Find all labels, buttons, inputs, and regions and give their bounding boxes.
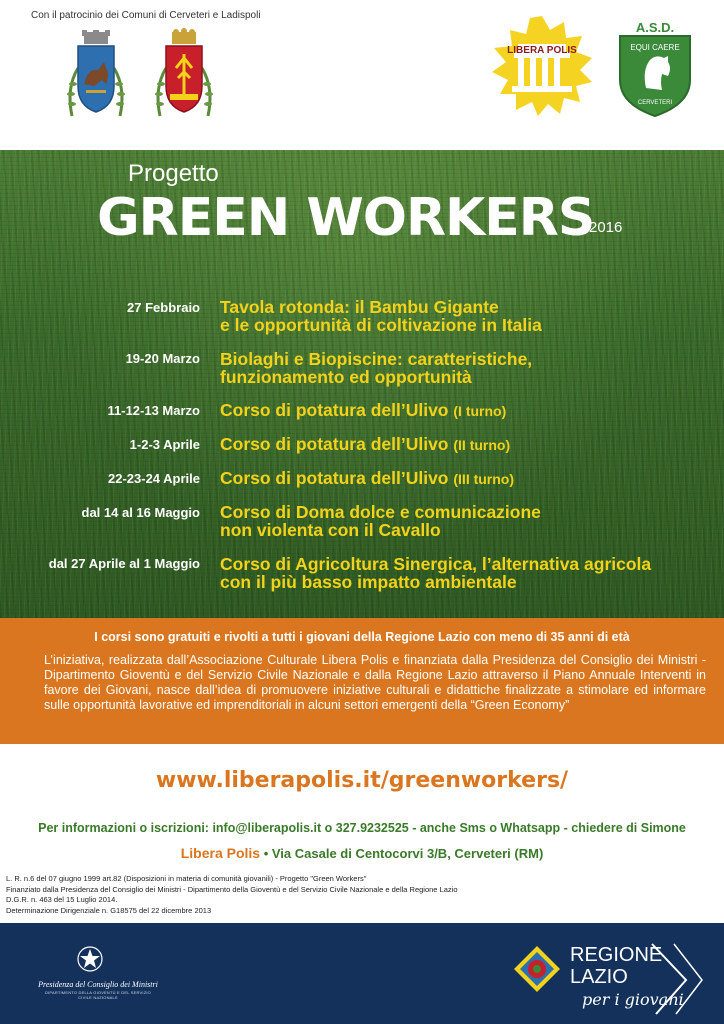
info-body: L’iniziativa, realizzata dall’Associazione Culturale Libera Polis e finanziata dalla Presidenza del Consiglio dei Ministri - Dipartimento Gioventù e del Servizio Civile Nazionale e dalla Regione Lazio attraverso il Piano Annuale Interventi in favore dei Giovani, nasce dall’idea di promuovere iniziative culturali e didattiche finalizzate a stimolare ed informare sulle opportunità lavorative ed imprenditoriali in alcuni settori emergenti della “Green Economy” [44, 653, 706, 712]
contact-info: Per informazioni o iscrizioni: info@liberapolis.it o 327.9232525 - anche Sms o Whatsapp - chiedere di Simone [38, 821, 686, 835]
legal-line: D.G.R. n. 463 del 15 Luglio 2014. [6, 895, 118, 904]
pcm-department: DIPARTIMENTO DELLA GIOVENTÙ E DEL SERVIZIO CIVILE NAZIONALE [45, 990, 151, 1000]
regione-label: REGIONE [570, 944, 663, 966]
event-title-line: Biolaghi e Biopiscine: caratteristiche, [220, 349, 533, 369]
per-i-giovani-label: per i giovani [582, 990, 684, 1009]
event-title [220, 469, 720, 488]
title-year: 2016 [589, 219, 623, 236]
event-title [220, 555, 720, 591]
event-title-line: e le opportunità di coltivazione in Italia [220, 315, 542, 335]
event-title-line: Tavola rotonda: il Bambu Gigante [220, 297, 499, 317]
equi-caere-text: EQUI CAERE [630, 43, 680, 52]
legal-line: L. R. n.6 del 07 giugno 1999 art.82 (Disposizioni in materia di comunità giovanili) - Progetto "Green Workers" [6, 874, 367, 883]
cerveteri-crest-icon [64, 28, 128, 124]
event-title-line: non violenta con il Cavallo [220, 520, 441, 540]
event-date: 22-23-24 Aprile [107, 471, 200, 486]
event-date: 1-2-3 Aprile [129, 437, 200, 452]
event-turno: (II turno) [453, 437, 511, 453]
info-headline: I corsi sono gratuiti e rivolti a tutti i giovani della Regione Lazio con meno di 35 anni di età [94, 630, 630, 644]
legal-line: Finanziato dalla Presidenza del Consiglio dei Ministri - Dipartimento della Gioventù e del Servizio Civile Nazionale e della Regione Lazio [6, 884, 458, 894]
pcm-label: Presidenza del Consiglio dei Ministri [38, 980, 158, 989]
address-text: • Via Casale di Centocorvi 3/B, Cerveteri (RM) [263, 846, 544, 861]
patronage-text: Con il patrocinio dei Comuni di Cerveteri e Ladispoli [31, 10, 261, 21]
event-title-line: Corso di Agricoltura Sinergica, l’alternativa agricola [220, 554, 652, 574]
lazio-label: LAZIO [570, 966, 628, 988]
event-title [220, 350, 720, 386]
italian-republic-emblem-icon [76, 944, 104, 974]
event-title [220, 503, 720, 539]
regione-lazio-emblem-icon [512, 944, 562, 994]
event-date: dal 14 al 16 Maggio [81, 505, 200, 520]
legal-line: Determinazione Dirigenziale n. G18575 del 22 dicembre 2013 [6, 905, 212, 915]
pretitle: Progetto [128, 160, 219, 187]
event-title [220, 435, 720, 454]
event-turno: (III turno) [453, 471, 515, 487]
event-date: dal 27 Aprile al 1 Maggio [48, 556, 200, 571]
event-title-line: Corso di potatura dell’Ulivo [220, 468, 449, 488]
event-date: 11-12-13 Marzo [107, 403, 200, 418]
event-title-line: Corso di Doma dolce e comunicazione [220, 502, 541, 522]
address-line [0, 845, 724, 861]
event-title-line: Corso di potatura dell’Ulivo [220, 434, 449, 454]
event-date: 19-20 Marzo [125, 351, 200, 366]
ladispoli-crest-icon [152, 28, 216, 124]
event-title-line: con il più basso impatto ambientale [220, 572, 517, 592]
libera-polis-logo-text: LIBERA POLIS [507, 45, 577, 56]
website-link[interactable]: www.liberapolis.it/greenworkers/ [155, 768, 569, 793]
event-date: 27 Febbraio [127, 300, 200, 315]
cerveteri-text: CERVETERI [637, 100, 673, 106]
event-title [220, 401, 720, 420]
libera-polis-logo [488, 14, 596, 118]
legal-notes [6, 874, 606, 916]
asd-text: A.S.D. [635, 20, 675, 35]
event-title-line: funzionamento ed opportunità [220, 367, 472, 387]
org-name: Libera Polis [180, 845, 261, 861]
libera-polis-sun-icon [488, 14, 596, 118]
page-title: GREEN WORKERS [97, 188, 595, 248]
event-title [220, 298, 720, 334]
asd-equi-caere-logo [616, 16, 694, 120]
event-turno: (I turno) [453, 403, 507, 419]
event-title-line: Corso di potatura dell’Ulivo [220, 400, 449, 420]
